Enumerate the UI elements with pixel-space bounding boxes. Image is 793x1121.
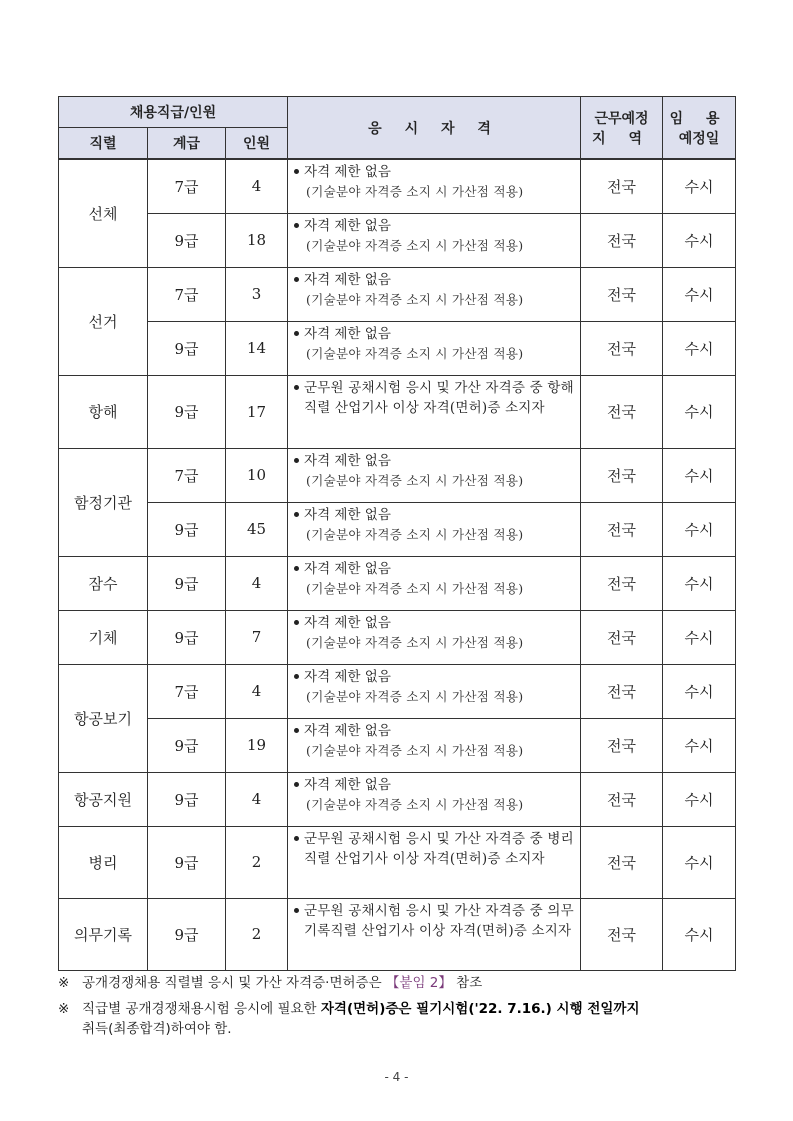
- series-cell: 항공보기: [59, 664, 148, 772]
- region-cell: 전국: [581, 664, 663, 718]
- count-cell: 3: [226, 267, 288, 321]
- count-cell: 19: [226, 718, 288, 772]
- series-cell: 항공지원: [59, 772, 148, 826]
- qualification-cell: [288, 213, 581, 267]
- note-2-emphasis: 자격(면허)증은 필기시험('22. 7.16.) 시행 전일까지: [320, 1001, 640, 1017]
- bullet-icon: [294, 782, 299, 787]
- region-cell: 전국: [581, 826, 663, 898]
- qualification-cell: [288, 375, 581, 448]
- note-2: [58, 999, 748, 1039]
- date-cell: 수시: [663, 321, 736, 375]
- qualification-cell: [288, 610, 581, 664]
- header-region: [581, 97, 663, 160]
- date-cell: 수시: [663, 772, 736, 826]
- region-cell: 전국: [581, 375, 663, 448]
- grade-cell: 7급: [148, 159, 226, 213]
- qualification-cell: [288, 826, 581, 898]
- qualification-note: (기술분야 자격증 소지 시 가산점 적용): [306, 742, 524, 758]
- count-cell: 18: [226, 213, 288, 267]
- bullet-icon: [294, 512, 299, 517]
- count-cell: 17: [226, 375, 288, 448]
- qualification-main: 군무원 공채시험 응시 및 가산 자격증 중 병리직렬 산업기사 이상 자격(면허)증 소지자: [304, 830, 574, 867]
- qualification-note: (기술분야 자격증 소지 시 가산점 적용): [306, 688, 524, 704]
- qualification-note: (기술분야 자격증 소지 시 가산점 적용): [306, 472, 524, 488]
- count-cell: 4: [226, 664, 288, 718]
- bullet-icon: [294, 458, 299, 463]
- series-cell: 선체: [59, 159, 148, 267]
- bullet-icon: [294, 908, 299, 913]
- note-1: [58, 973, 748, 993]
- qualification-main: 자격 제한 없음: [304, 506, 391, 523]
- bullet-icon: [294, 728, 299, 733]
- date-cell: 수시: [663, 826, 736, 898]
- qualification-cell: [288, 898, 581, 970]
- bullet-icon: [294, 385, 299, 390]
- region-cell: 전국: [581, 718, 663, 772]
- series-cell: 기체: [59, 610, 148, 664]
- bullet-icon: [294, 331, 299, 336]
- qualification-cell: [288, 448, 581, 502]
- grade-cell: 9급: [148, 718, 226, 772]
- bullet-icon: [294, 277, 299, 282]
- qualification-note: (기술분야 자격증 소지 시 가산점 적용): [306, 580, 524, 596]
- bullet-icon: [294, 836, 299, 841]
- qualification-main: 자격 제한 없음: [304, 217, 391, 234]
- date-cell: 수시: [663, 610, 736, 664]
- qualification-cell: [288, 159, 581, 213]
- qualification-cell: [288, 556, 581, 610]
- grade-cell: 9급: [148, 610, 226, 664]
- date-cell: 수시: [663, 718, 736, 772]
- qualification-cell: [288, 502, 581, 556]
- series-cell: 잠수: [59, 556, 148, 610]
- count-cell: 2: [226, 826, 288, 898]
- date-cell: 수시: [663, 898, 736, 970]
- count-cell: 4: [226, 556, 288, 610]
- page-number: - 4 -: [384, 1070, 409, 1084]
- qualification-main: 자격 제한 없음: [304, 164, 391, 180]
- note-1-part-c: 참조: [451, 975, 483, 991]
- grade-cell: 9급: [148, 213, 226, 267]
- grade-cell: 9급: [148, 556, 226, 610]
- qualification-note: (기술분야 자격증 소지 시 가산점 적용): [306, 237, 524, 253]
- qualification-note: (기술분야 자격증 소지 시 가산점 적용): [306, 291, 524, 307]
- notes-section: [58, 973, 748, 1045]
- qualification-cell: [288, 772, 581, 826]
- region-cell: 전국: [581, 772, 663, 826]
- region-cell: 전국: [581, 321, 663, 375]
- qualification-main: 자격 제한 없음: [304, 614, 391, 631]
- qualification-cell: [288, 321, 581, 375]
- count-cell: 4: [226, 159, 288, 213]
- qualification-main: 자격 제한 없음: [304, 722, 391, 739]
- grade-cell: 9급: [148, 321, 226, 375]
- grade-cell: 9급: [148, 375, 226, 448]
- qualification-note: (기술분야 자격증 소지 시 가산점 적용): [306, 796, 524, 812]
- count-cell: 10: [226, 448, 288, 502]
- grade-cell: 9급: [148, 772, 226, 826]
- header-group: 채용직급/인원: [59, 97, 288, 128]
- region-cell: 전국: [581, 159, 663, 213]
- date-cell: 수시: [663, 664, 736, 718]
- note-2-text: [82, 999, 640, 1039]
- qualification-note: (기술분야 자격증 소지 시 가산점 적용): [306, 345, 524, 361]
- grade-cell: 9급: [148, 502, 226, 556]
- count-cell: 4: [226, 772, 288, 826]
- date-cell: 수시: [663, 267, 736, 321]
- grade-cell: 9급: [148, 826, 226, 898]
- note-1-text: [82, 973, 482, 993]
- header-date-line2: 예정일: [678, 130, 720, 147]
- date-cell: 수시: [663, 556, 736, 610]
- bullet-icon: [294, 169, 299, 174]
- note-2-part-c: 취득(최종합격)하여야 함.: [82, 1021, 232, 1037]
- qualification-main: 자격 제한 없음: [304, 325, 391, 342]
- note-1-part-a: 공개경쟁채용 직렬별 응시 및 가산 자격증·면허증은: [82, 975, 386, 991]
- series-cell: 선거: [59, 267, 148, 375]
- date-cell: 수시: [663, 213, 736, 267]
- qualification-cell: [288, 267, 581, 321]
- header-date-line1: 임 용: [669, 110, 729, 127]
- header-qualification: 응 시 자 격: [288, 97, 581, 160]
- date-cell: 수시: [663, 502, 736, 556]
- note-2-part-a: 직급별 공개경쟁채용시험 응시에 필요한: [82, 1001, 321, 1017]
- region-cell: 전국: [581, 267, 663, 321]
- region-cell: 전국: [581, 610, 663, 664]
- qualification-main: 자격 제한 없음: [304, 776, 391, 793]
- region-cell: 전국: [581, 556, 663, 610]
- count-cell: 14: [226, 321, 288, 375]
- header-date: [663, 97, 736, 160]
- region-cell: 전국: [581, 502, 663, 556]
- bullet-icon: [294, 566, 299, 571]
- qualification-note: (기술분야 자격증 소지 시 가산점 적용): [306, 526, 524, 542]
- count-cell: 7: [226, 610, 288, 664]
- series-cell: 병리: [59, 826, 148, 898]
- date-cell: 수시: [663, 448, 736, 502]
- recruitment-table: [58, 96, 736, 971]
- header-series: 직렬: [59, 128, 148, 160]
- reference-mark-icon: ※: [58, 975, 70, 991]
- date-cell: 수시: [663, 375, 736, 448]
- header-region-line2: 지 역: [592, 130, 651, 147]
- qualification-main: 자격 제한 없음: [304, 668, 391, 685]
- qualification-cell: [288, 664, 581, 718]
- series-cell: 의무기록: [59, 898, 148, 970]
- series-cell: 항해: [59, 375, 148, 448]
- qualification-main: 자격 제한 없음: [304, 560, 391, 577]
- qualification-note: (기술분야 자격증 소지 시 가산점 적용): [306, 184, 524, 199]
- grade-cell: 9급: [148, 898, 226, 970]
- qualification-note: (기술분야 자격증 소지 시 가산점 적용): [306, 634, 524, 650]
- grade-cell: 7급: [148, 448, 226, 502]
- qualification-main: 자격 제한 없음: [304, 452, 391, 469]
- bullet-icon: [294, 674, 299, 679]
- date-cell: 수시: [663, 159, 736, 213]
- grade-cell: 7급: [148, 664, 226, 718]
- region-cell: 전국: [581, 898, 663, 970]
- bullet-icon: [294, 620, 299, 625]
- series-cell: 함정기관: [59, 448, 148, 556]
- qualification-main: 군무원 공채시험 응시 및 가산 자격증 중 의무기록직렬 산업기사 이상 자격(면허)증 소지자: [304, 902, 574, 939]
- count-cell: 2: [226, 898, 288, 970]
- qualification-main: 자격 제한 없음: [304, 271, 391, 288]
- count-cell: 45: [226, 502, 288, 556]
- region-cell: 전국: [581, 213, 663, 267]
- header-region-line1: 근무예정: [594, 110, 649, 127]
- header-count: 인원: [226, 128, 288, 160]
- qualification-main: 군무원 공채시험 응시 및 가산 자격증 중 항해직렬 산업기사 이상 자격(면허)증 소지자: [304, 379, 574, 416]
- bullet-icon: [294, 223, 299, 228]
- region-cell: 전국: [581, 448, 663, 502]
- header-grade: 계급: [148, 128, 226, 160]
- attachment-reference: 【붙임 2】: [385, 975, 452, 991]
- qualification-cell: [288, 718, 581, 772]
- grade-cell: 7급: [148, 267, 226, 321]
- reference-mark-icon: ※: [58, 1001, 70, 1017]
